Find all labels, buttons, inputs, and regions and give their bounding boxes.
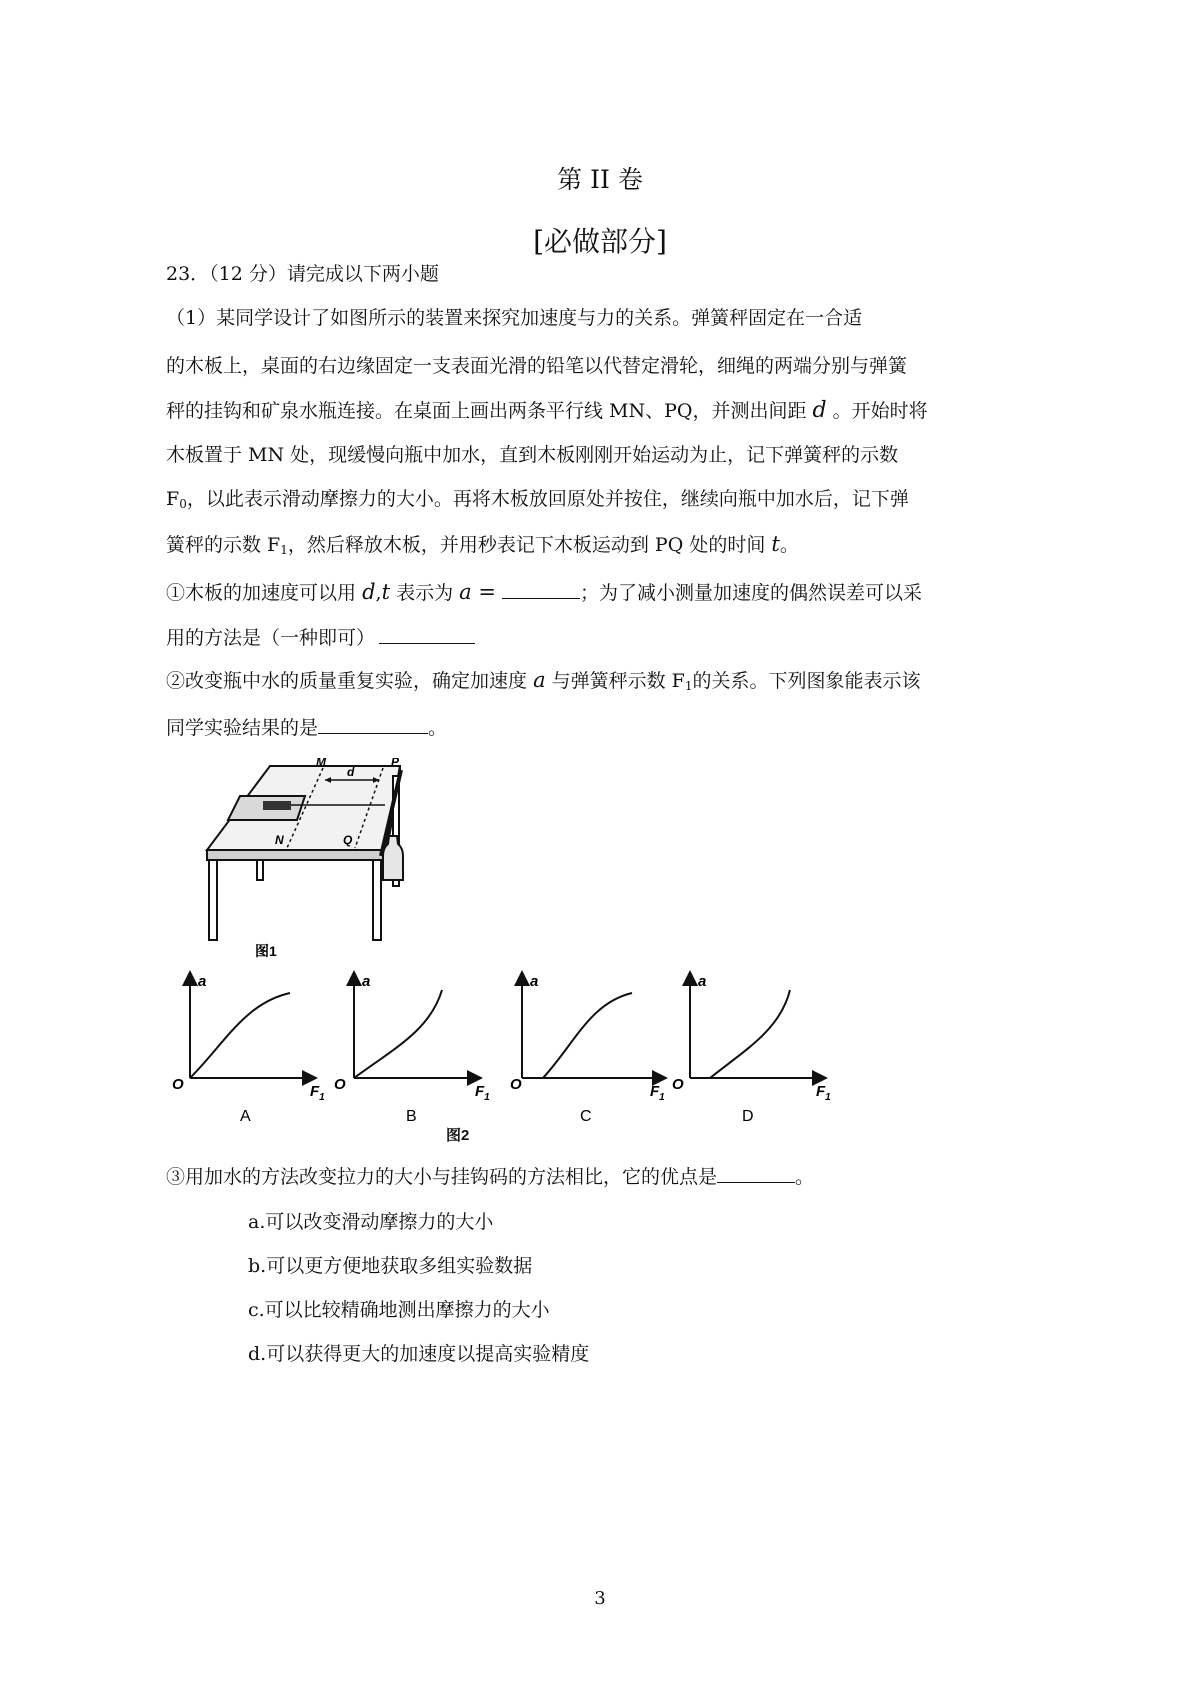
option-d: d.可以获得更大的加速度以提高实验精度	[248, 1343, 590, 1365]
label-p: P	[391, 758, 400, 769]
f0-subscript: 0	[179, 497, 187, 511]
graph-b-label: B	[406, 1108, 417, 1125]
figure-2-graphs	[170, 968, 850, 1128]
q2-line-2-text: 同学实验结果的是	[166, 717, 319, 739]
section-title: [必做部分]	[533, 225, 667, 258]
graph-d-y-label: a	[698, 973, 707, 990]
answer-blank-2[interactable]	[379, 623, 475, 644]
q1-comma: ,	[375, 582, 382, 604]
graph-a-y-label: a	[198, 973, 207, 990]
q1-text-a: ①木板的加速度可以用	[166, 582, 357, 604]
volume-title: 第 II 卷	[557, 165, 643, 194]
table-leg-back-left	[257, 860, 263, 880]
q2-end: 。	[428, 717, 448, 739]
graph-d-origin: O	[672, 1076, 684, 1093]
q2-text-a: ②改变瓶中水的质量重复实验，确定加速度	[166, 670, 528, 692]
graph-d-x-label: $F_1$	[816, 1083, 831, 1103]
var-d: d	[812, 398, 827, 423]
graph-c	[510, 973, 665, 1125]
part1-line-3-end: 。开始时将	[832, 400, 928, 422]
q1-var-t: t	[381, 580, 391, 604]
part1-line-4: 木板置于 MN 处，现缓慢向瓶中加水，直到木板刚刚开始运动为止，记下弹簧秤的示数	[166, 444, 899, 466]
graph-d	[672, 973, 831, 1125]
part1-line-5-text: ，以此表示滑动摩擦力的大小。再将木板放回原处并按住，继续向瓶中加水后，记下弹	[186, 488, 909, 510]
part1-line-6-end: 。	[779, 534, 799, 556]
subquestion-2-line-2	[166, 713, 447, 740]
q2-text-c: 的关系。下列图象能表示该	[692, 670, 921, 692]
graph-c-curve	[543, 993, 632, 1078]
graph-c-origin: O	[510, 1076, 522, 1093]
figure-1-apparatus	[195, 758, 435, 973]
graph-c-label: C	[580, 1108, 592, 1125]
figure-2-caption: 图2	[446, 1127, 470, 1144]
graph-d-label: D	[742, 1108, 754, 1125]
option-c: c.可以比较精确地测出摩擦力的大小	[248, 1299, 550, 1321]
q1-text-c: ；为了减小测量加速度的偶然误差可以采	[579, 582, 922, 604]
answer-blank-1[interactable]	[502, 578, 580, 599]
q2-text-b: 与弹簧秤示数 F	[551, 670, 685, 692]
label-n: N	[275, 833, 284, 847]
part1-line-5	[166, 487, 909, 516]
spring-scale	[263, 801, 291, 810]
option-b: b.可以更方便地获取多组实验数据	[248, 1255, 533, 1277]
subquestion-1-line-2	[166, 623, 475, 650]
graph-a-x-label: $F_1$	[310, 1083, 325, 1103]
q3-end: 。	[795, 1166, 815, 1188]
question-heading: 23．（12 分）请完成以下两小题	[166, 263, 439, 285]
table-front-edge	[207, 850, 385, 860]
part1-line-3	[166, 399, 928, 423]
q1-equation: a =	[459, 580, 496, 604]
q1-line-2-text: 用的方法是（一种即可）	[166, 627, 376, 649]
graph-a-label: A	[240, 1108, 251, 1125]
q2-var-a: a	[533, 668, 546, 692]
label-q: Q	[343, 833, 353, 847]
graph-d-curve	[710, 990, 790, 1078]
graph-c-x-label: $F_1$	[650, 1083, 665, 1103]
subquestion-3	[166, 1162, 814, 1189]
subquestion-2	[166, 668, 921, 698]
graph-b	[334, 973, 490, 1125]
figure-1-caption: 图1	[255, 943, 277, 959]
label-d: d	[347, 765, 355, 779]
subquestion-1	[166, 578, 922, 605]
option-a: a.可以改变滑动摩擦力的大小	[248, 1211, 494, 1233]
q3-text: ③用加水的方法改变拉力的大小与挂钩码的方法相比，它的优点是	[166, 1166, 718, 1188]
part1-line-1: （1）某同学设计了如图所示的装置来探究加速度与力的关系。弹簧秤固定在一合适	[166, 307, 863, 329]
graph-c-y-label: a	[530, 973, 539, 990]
table-leg-front-right	[373, 860, 381, 940]
part1-line-6	[166, 532, 799, 562]
part1-line-6-text-a: 簧秤的示数 F	[166, 534, 281, 556]
graph-a-curve	[190, 993, 290, 1078]
graph-b-curve	[354, 990, 442, 1078]
label-m: M	[316, 758, 326, 769]
f1-subscript: 1	[280, 543, 288, 557]
f0-symbol: F	[166, 488, 180, 510]
var-t: t	[771, 532, 780, 556]
page-number: 3	[594, 1588, 606, 1609]
graph-a-origin: O	[172, 1076, 184, 1093]
q1-text-b: 表示为	[396, 582, 454, 604]
q1-var-d: d	[362, 580, 376, 604]
table-leg-front-left	[209, 860, 217, 940]
answer-blank-3[interactable]	[318, 713, 428, 734]
q2-subscript: 1	[684, 679, 693, 693]
graph-b-x-label: $F_1$	[475, 1083, 490, 1103]
graph-b-origin: O	[334, 1076, 346, 1093]
graph-a	[172, 973, 325, 1125]
part1-line-2: 的木板上，桌面的右边缘固定一支表面光滑的铅笔以代替定滑轮，细绳的两端分别与弹簧	[166, 355, 908, 377]
part1-line-3-text: 秤的挂钩和矿泉水瓶连接。在桌面上画出两条平行线 MN、PQ，并测出间距	[166, 400, 807, 422]
answer-blank-4[interactable]	[717, 1162, 795, 1183]
part1-line-6-text-b: ，然后释放木板，并用秒表记下木板运动到 PQ 处的时间	[287, 534, 766, 556]
graph-b-y-label: a	[362, 973, 371, 990]
